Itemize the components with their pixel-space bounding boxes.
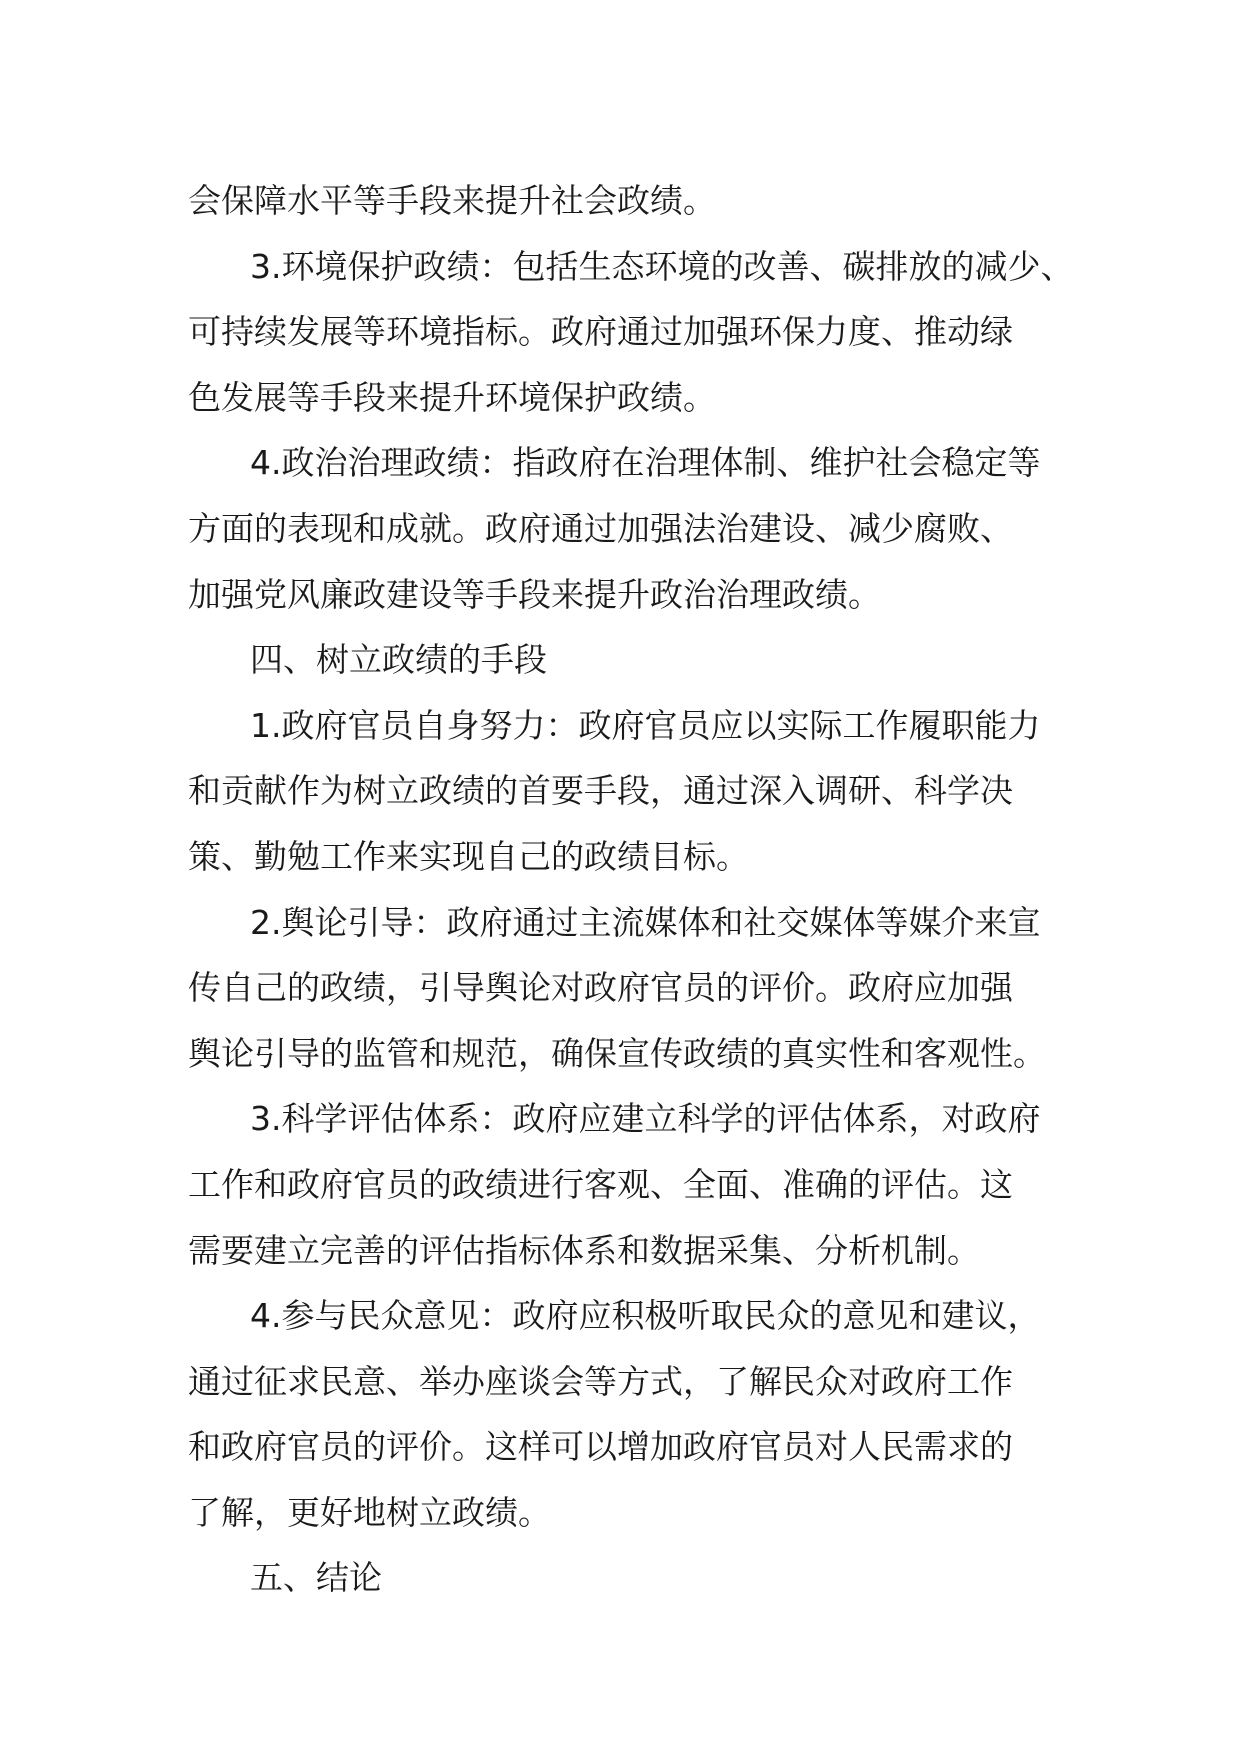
text-line: 了解，更好地树立政绩。	[188, 1492, 551, 1532]
paragraph	[188, 890, 1063, 1087]
text-line: 加强党风廉政建设等手段来提升政治治理政绩。	[188, 574, 881, 614]
text-line: 和贡献作为树立政绩的首要手段，通过深入调研、科学决	[188, 771, 1013, 811]
text-line: 3.科学评估体系：政府应建立科学的评估体系，对政府	[250, 1099, 1041, 1139]
text-line: 可持续发展等环境指标。政府通过加强环保力度、推动绿	[188, 312, 1013, 352]
paragraph	[188, 168, 1063, 234]
text-line: 会保障水平等手段来提升社会政绩。	[188, 181, 716, 220]
text-line: 4.参与民众意见：政府应积极听取民众的意见和建议，	[250, 1296, 1041, 1336]
text-line: 策、勤勉工作来实现自己的政绩目标。	[188, 836, 749, 876]
text-line: 方面的表现和成就。政府通过加强法治建设、减少腐败、	[188, 508, 1013, 548]
paragraph	[188, 430, 1063, 627]
text-line: 2.舆论引导：政府通过主流媒体和社交媒体等媒介来宣	[250, 902, 1041, 942]
paragraph	[188, 1545, 1063, 1611]
document-body	[188, 168, 1074, 1611]
text-line: 和政府官员的评价。这样可以增加政府官员对人民需求的	[188, 1427, 1013, 1467]
text-line: 四、树立政绩的手段	[250, 640, 547, 680]
paragraph	[188, 627, 1063, 693]
text-line: 通过征求民意、举办座谈会等方式，了解民众对政府工作	[188, 1361, 1013, 1401]
paragraph	[188, 1086, 1063, 1283]
text-line: 传自己的政绩，引导舆论对政府官员的评价。政府应加强	[188, 968, 1013, 1008]
paragraph	[188, 1283, 1063, 1545]
paragraph	[188, 693, 1063, 890]
text-line: 色发展等手段来提升环境保护政绩。	[188, 377, 716, 417]
text-line: 舆论引导的监管和规范，确保宣传政绩的真实性和客观性。	[188, 1033, 1046, 1073]
text-line: 需要建立完善的评估指标体系和数据采集、分析机制。	[188, 1230, 980, 1270]
text-line: 3.环境保护政绩：包括生态环境的改善、碳排放的减少、	[250, 246, 1074, 286]
text-line: 五、结论	[250, 1558, 382, 1598]
paragraph	[188, 234, 1074, 431]
text-line: 4.政治治理政绩：指政府在治理体制、维护社会稳定等	[250, 443, 1041, 483]
text-line: 工作和政府官员的政绩进行客观、全面、准确的评估。这	[188, 1164, 1013, 1204]
text-line: 1.政府官员自身努力：政府官员应以实际工作履职能力	[250, 705, 1041, 745]
